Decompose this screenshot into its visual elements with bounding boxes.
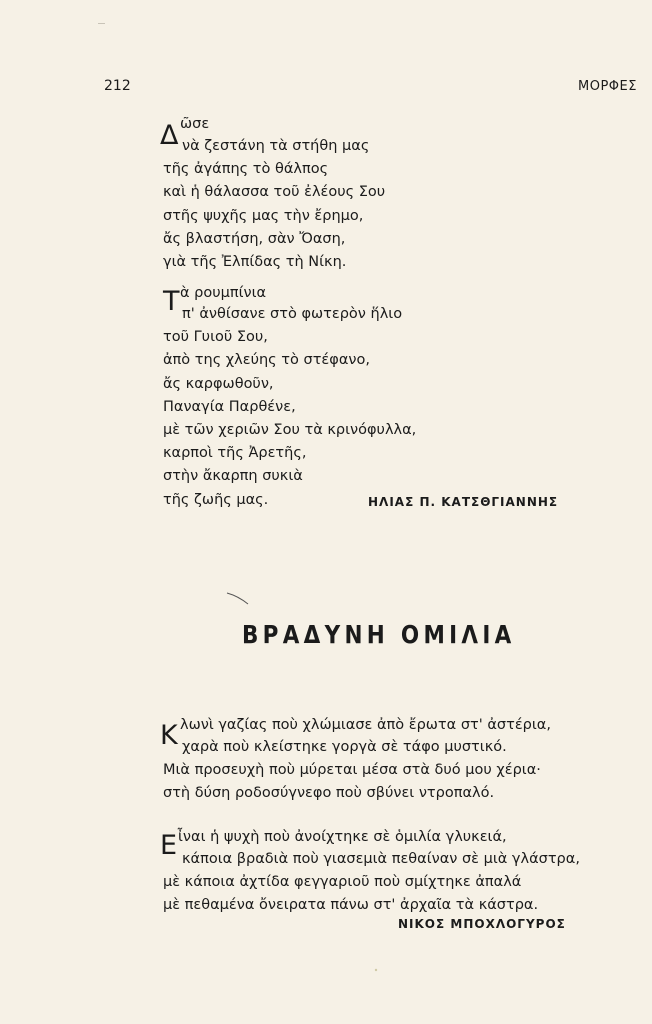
poem-line: νὰ ζεστάνη τὰ στήθη μας	[182, 138, 370, 154]
poem-stanza	[163, 303, 416, 512]
drop-cap: Τ	[163, 286, 180, 317]
drop-cap: Δ	[160, 120, 179, 151]
poem-line: στῆς ψυχῆς μας τὴν ἔρημο,	[163, 207, 364, 224]
poem-line: Μιὰ προσευχὴ ποὺ μύρεται μέσα στὰ δυό μου χέρια·	[163, 762, 541, 779]
poem-line: μὲ πεθαμένα ὄνειρατα πάνω στ' ἀρχαῖα τὰ κάστρα.	[163, 897, 539, 914]
poem-line: π' ἀνθίσανε στὸ φωτερὸν ἥλιο	[182, 306, 403, 322]
poem-line: ἀπὸ της χλεύης τὸ στέφανο,	[163, 352, 370, 369]
poem-stanza	[163, 135, 385, 274]
paper-speck	[373, 967, 379, 973]
poem-line: γιὰ τῆς Ἐλπίδας τὴ Νίκη.	[163, 254, 347, 271]
poem-line: ἄς καρφωθοῦν,	[163, 375, 274, 392]
poem-line: καὶ ἡ θάλασσα τοῦ ἐλέους Σου	[163, 184, 386, 201]
poem-line: καρποὶ τῆς Ἀρετῆς,	[163, 445, 307, 462]
poem-line: Παναγία Παρθένε,	[163, 398, 296, 415]
poem-line: τῆς ζωῆς μας.	[163, 491, 269, 508]
poem-line: τῆς ἀγάπης τὸ θάλπος	[163, 161, 329, 178]
author-signature: ΗΛΙΑΣ Π. ΚΑΤΣΘΓΙΑΝΝΗΣ	[368, 495, 559, 509]
poem-line: ὰ ρουμπίνια	[180, 285, 267, 301]
paper-speck	[98, 22, 108, 26]
poem-line: λωνὶ γαζίας ποὺ χλώμιασε ἀπὸ ἔρωτα στ' ἀστέρια,	[180, 717, 551, 733]
drop-cap: Κ	[160, 720, 178, 751]
poem-line: τοῦ Γυιοῦ Σου,	[163, 329, 268, 346]
poem-line: στὴν ἄκαρπη συκιὰ	[163, 468, 303, 485]
poem-line: μὲ κάποια ἀχτίδα φεγγαριοῦ ποὺ σμίχτηκε ἀπαλά	[163, 874, 522, 891]
poem-line: στὴ δύση ροδοσύγνεφο ποὺ σβύνει ντροπαλό.	[163, 785, 495, 802]
poem-line: ῶσε	[180, 116, 210, 132]
poem-title: ΒΡΑΔΥΝΗ ΟΜΙΛΙΑ	[242, 620, 516, 649]
poem-stanza	[163, 736, 541, 806]
drop-cap: Ε	[160, 830, 178, 861]
poem-line: κάποια βραδιὰ ποὺ γιασεμιὰ πεθαίναν σὲ μιὰ γλάστρα,	[182, 851, 580, 867]
ornament-stroke	[226, 592, 250, 606]
page-number: 212	[104, 78, 131, 94]
poem-line: μὲ τῶν χεριῶν Σου τὰ κρινόφυλλα,	[163, 422, 417, 439]
poem-line: ἄς βλαστήση, σὰν Ὄαση,	[163, 230, 346, 247]
running-title: ΜΟΡΦΕΣ	[578, 79, 637, 94]
poem-line: χαρὰ ποὺ κλείστηκε γοργὰ σὲ τάφο μυστικό.	[182, 739, 507, 755]
author-signature: ΝΙΚΟΣ ΜΠΟΧΛΟΓΥΡΟΣ	[398, 917, 566, 931]
poem-stanza	[163, 848, 580, 918]
poem-line: ἶναι ἡ ψυχὴ ποὺ ἀνοίχτηκε σὲ ὁμιλία γλυκειά,	[178, 829, 507, 845]
